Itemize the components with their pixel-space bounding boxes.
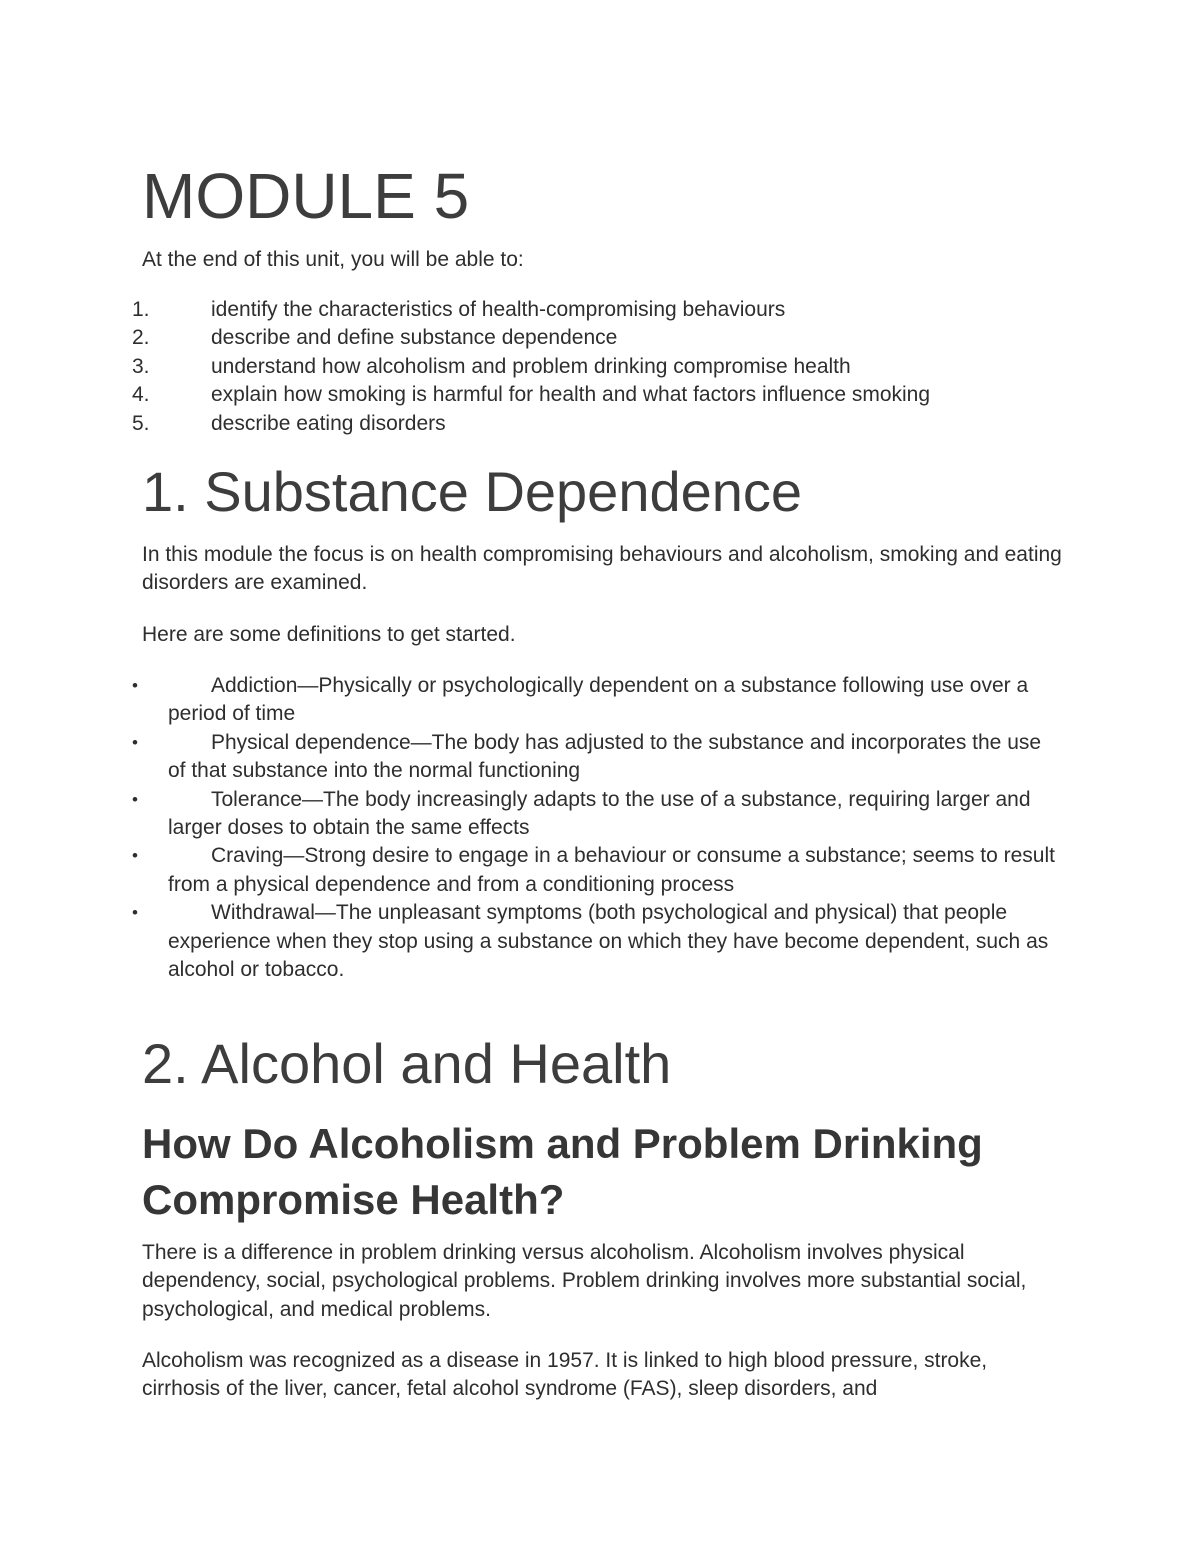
list-item — [132, 729, 1062, 786]
list-item — [132, 410, 1092, 438]
bullet-icon: • — [132, 846, 138, 866]
list-number: 5. — [132, 411, 150, 435]
objective-text: understand how alcoholism and problem drinking compromise health — [211, 354, 851, 378]
bullet-icon: • — [132, 732, 138, 752]
difference-paragraph: There is a difference in problem drinking versus alcoholism. Alcoholism involves physical dependency, social, psychological problems. Problem drinking involves more substantial social, psychological, and medical problems. — [142, 1241, 1027, 1321]
intro-text: At the end of this unit, you will be able to: — [142, 248, 524, 271]
objective-text: describe and define substance dependence — [211, 326, 618, 350]
list-number: 4. — [132, 383, 150, 407]
focus-paragraph: In this module the focus is on health compromising behaviours and alcoholism, smoking and eating disorders are examined. — [142, 543, 1062, 595]
definitions-list — [132, 672, 1062, 984]
list-number: 3. — [132, 354, 150, 378]
objective-text: identify the characteristics of health-compromising behaviours — [211, 298, 786, 321]
list-item — [132, 672, 1062, 729]
objective-text: describe eating disorders — [211, 411, 446, 435]
list-item — [132, 381, 1092, 409]
list-item — [132, 899, 1062, 984]
list-number: 1. — [132, 298, 150, 321]
bullet-icon: • — [132, 676, 138, 695]
module-title: MODULE 5 — [142, 160, 470, 232]
list-item — [132, 353, 1092, 381]
section-heading-substance-dependence: 1. Substance Dependence — [142, 460, 803, 523]
list-item — [132, 296, 1092, 324]
list-number: 2. — [132, 326, 150, 350]
definition-text: Physical dependence—The body has adjusted to the substance and incorporates the use of that substance into the normal functioning — [168, 730, 1042, 783]
definition-text: Tolerance—The body increasingly adapts to the use of a substance, requiring larger and larger doses to obtain the same effects — [168, 787, 1031, 840]
definition-text: Craving—Strong desire to engage in a behaviour or consume a substance; seems to result from a physical dependence and from a conditioning process — [168, 844, 1055, 896]
list-item — [132, 842, 1062, 899]
bullet-icon: • — [132, 903, 138, 923]
bullet-icon: • — [132, 789, 138, 809]
objective-text: explain how smoking is harmful for health and what factors influence smoking — [211, 383, 931, 407]
definition-text: Addiction—Physically or psychologically dependent on a substance following use over a period of time — [168, 674, 1029, 726]
definitions-intro: Here are some definitions to get started. — [142, 623, 516, 646]
disease-paragraph: Alcoholism was recognized as a disease in 1957. It is linked to high blood pressure, stroke, cirrhosis of the liver, cancer, fetal alcohol syndrome (FAS), sleep disorders, and — [142, 1349, 988, 1401]
section-heading-alcohol-and-health: 2. Alcohol and Health — [142, 1032, 672, 1095]
subheading-alcoholism-problem-drinking: How Do Alcoholism and Problem Drinking Compromise Health? — [142, 1120, 983, 1223]
list-item — [132, 324, 1092, 352]
objectives-list — [132, 296, 1092, 438]
definition-text: Withdrawal—The unpleasant symptoms (both psychological and physical) that people experience when they stop using a substance on which they have become dependent, such as alcohol or tobacco. — [168, 901, 1049, 982]
list-item — [132, 786, 1062, 843]
